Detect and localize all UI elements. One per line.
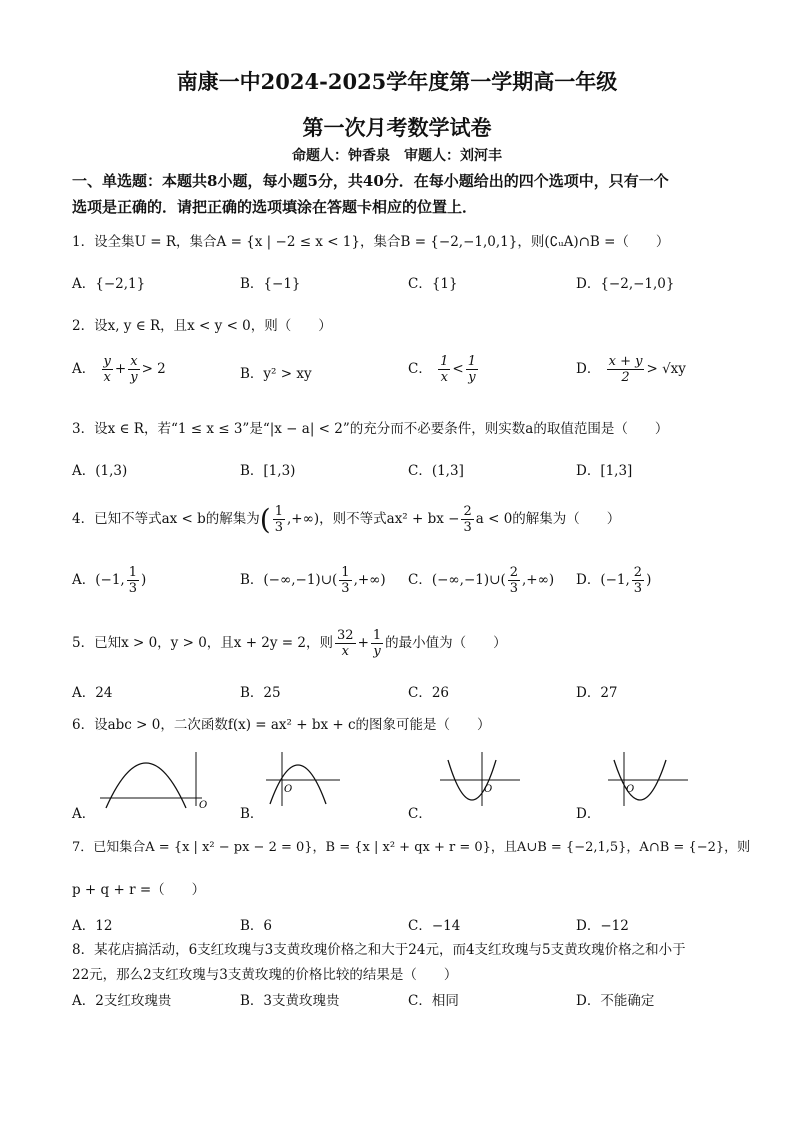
question-6-options [72, 748, 732, 820]
fraction-1-over-y [371, 628, 383, 659]
section-instructions-line1: 一、单选题：本题共8小题，每小题5分，共40分．在每小题给出的四个选项中，只有一个 [72, 172, 669, 190]
paren-left: ( [259, 503, 271, 536]
fraction-denominator: x [341, 644, 349, 659]
fraction-denominator: 2 [621, 370, 630, 385]
parabola-graph-d[interactable] [604, 748, 690, 810]
fraction-y-over-x [102, 354, 113, 385]
q5-stem-part-b: 的最小值为（ ） [385, 635, 507, 651]
question-3-stem: 3．设x ∈ R，若“1 ≤ x ≤ 3”是“|x − a| < 2”的充分而不必要条件，则实数a的取值范围是（ ） [72, 421, 669, 437]
q8-option-b[interactable]: B．3支黄玫瑰贵 [240, 993, 340, 1009]
fraction-denominator: y [468, 370, 476, 385]
less-than-sign: < [452, 361, 464, 377]
q3-option-c[interactable]: C．(1,3] [408, 463, 464, 479]
q4-option-b-label: B．(−∞,−1)∪ [240, 572, 333, 588]
q6-option-c[interactable]: C． [408, 806, 432, 822]
fraction-1-over-x [438, 354, 450, 385]
question-5-stem [72, 628, 742, 659]
q2-option-a[interactable] [72, 354, 166, 385]
inequality-text: > √xy [646, 361, 686, 377]
q8-option-d[interactable]: D．不能确定 [576, 993, 655, 1009]
section-instructions-line2: 选项是正确的．请把正确的选项填涂在答题卡相应的位置上． [72, 198, 478, 216]
fraction-denominator: y [130, 370, 138, 385]
parabola-graph-a[interactable] [96, 748, 206, 810]
q2-option-d-label: D． [576, 361, 601, 377]
fraction-1-over-y [466, 354, 478, 385]
q8-option-c[interactable]: C．相同 [408, 993, 459, 1009]
interval-start: (−1, [95, 572, 125, 588]
fraction-x-over-y [128, 354, 139, 385]
fraction-denominator: 3 [341, 581, 350, 596]
q6-option-d[interactable]: D． [576, 806, 601, 822]
fraction-numerator: 2 [633, 565, 643, 580]
q1-option-a[interactable]: A．{−2,1} [72, 276, 146, 292]
question-8-stem-line1: 8．某花店搞活动，6支红玫瑰与3支黄玫瑰价格之和大于24元，而4支红玫瑰与5支黄玫瑰价格之和小于 [72, 942, 686, 958]
q2-option-d[interactable] [576, 354, 686, 385]
fraction-numerator: 1 [274, 504, 284, 519]
q4-option-d[interactable] [576, 565, 651, 596]
fraction-2-over-3 [632, 565, 644, 596]
fraction-denominator: 3 [463, 520, 472, 535]
q4-option-c[interactable] [408, 565, 554, 596]
fraction-denominator: x [440, 370, 448, 385]
question-1-stem: 1．设全集U = R，集合A = {x | −2 ≤ x < 1}，集合B = {−2,−1,0,1}，则(∁ᵤA)∩B =（ ） [72, 234, 670, 250]
fraction-1-over-3 [339, 565, 351, 596]
fraction-2-over-3 [508, 565, 520, 596]
fraction-numerator: x + y [608, 354, 643, 369]
origin-label: O [199, 800, 208, 811]
q7-option-c[interactable]: C．−14 [408, 918, 461, 934]
q3-option-b[interactable]: B．[1,3) [240, 463, 296, 479]
q5-option-a[interactable]: A．24 [72, 685, 113, 701]
fraction-32-over-x [335, 628, 356, 659]
q2-option-a-label: A． [72, 361, 96, 377]
inequality-text: > 2 [141, 361, 166, 377]
q4-option-d-label: D． [576, 572, 601, 588]
origin-label: O [484, 784, 493, 795]
q3-option-d[interactable]: D．[1,3] [576, 463, 633, 479]
question-6-stem: 6．设abc > 0，二次函数f(x) = ax² + bx + c的图象可能是（ ） [72, 717, 491, 733]
q4-option-b[interactable] [240, 565, 386, 596]
fraction-1-over-3 [127, 565, 139, 596]
q4-option-a-label: A． [72, 572, 96, 588]
q8-option-a[interactable]: A．2支红玫瑰贵 [72, 993, 172, 1009]
fraction-numerator: x [130, 354, 138, 369]
q2-option-b[interactable]: B．y² > xy [240, 366, 312, 382]
q7-option-a[interactable]: A．12 [72, 918, 113, 934]
q4-option-a[interactable] [72, 565, 146, 596]
interval-end: ,+∞) [287, 511, 320, 527]
paren-right: ) [141, 572, 147, 588]
question-3-options [72, 459, 732, 489]
plus-sign: + [114, 361, 127, 377]
fraction-numerator: 32 [337, 628, 354, 643]
q3-option-a[interactable]: A．(1,3) [72, 463, 128, 479]
interval-end: ,+∞) [353, 572, 386, 588]
q1-option-d[interactable]: D．{−2,−1,0} [576, 276, 675, 292]
interval-start: (−1, [600, 572, 630, 588]
q5-stem-part-a: 5．已知x > 0，y > 0，且x + 2y = 2，则 [72, 635, 334, 651]
fraction-numerator: 1 [372, 628, 382, 643]
q1-option-c[interactable]: C．{1} [408, 276, 458, 292]
paren-left: ( [500, 572, 506, 588]
exam-subtitle: 第一次月考数学试卷 [302, 115, 492, 140]
q6-option-a[interactable]: A． [72, 806, 96, 822]
q7-option-d[interactable]: D．−12 [576, 918, 629, 934]
question-7-stem-line2: p + q + r =（ ） [72, 882, 206, 898]
q5-option-d[interactable]: D．27 [576, 685, 618, 701]
fraction-denominator: y [373, 644, 381, 659]
question-2-options [72, 354, 732, 394]
question-1-options [72, 272, 732, 302]
q4-stem-part-b: ，则不等式ax² + bx − [319, 511, 460, 527]
fraction-numerator: 2 [509, 565, 518, 580]
q1-option-b[interactable]: B．{−1} [240, 276, 301, 292]
exam-authors: 命题人：钟香泉 审题人：刘河丰 [292, 148, 502, 164]
interval-end: ,+∞) [522, 572, 555, 588]
question-5-options [72, 681, 732, 711]
paren-left: ( [332, 572, 338, 588]
origin-label: O [284, 784, 293, 795]
q4-stem-part-c: a < 0的解集为（ ） [475, 511, 621, 527]
q4-stem-part-a: 4．已知不等式ax < b的解集为 [72, 511, 260, 527]
q5-option-b[interactable]: B．25 [240, 685, 281, 701]
parabola-graph-b[interactable] [262, 748, 342, 810]
q7-option-b[interactable]: B．6 [240, 918, 273, 934]
parabola-curve [106, 763, 186, 808]
fraction-xy-sum-over-2 [607, 354, 645, 385]
fraction-1-over-3 [273, 504, 285, 535]
fraction-numerator: 1 [440, 354, 449, 369]
q4-option-c-label: C．(−∞,−1)∪ [408, 572, 501, 588]
paren-right: ) [646, 572, 652, 588]
parabola-graph-c[interactable] [436, 748, 522, 810]
fraction-denominator: x [103, 370, 111, 385]
fraction-2-over-3 [461, 504, 473, 535]
question-4-options [72, 565, 732, 605]
q2-option-c-label: C． [408, 361, 432, 377]
fraction-denominator: 3 [274, 520, 284, 535]
origin-label: O [626, 784, 635, 795]
question-8-options [72, 989, 732, 1019]
fraction-numerator: y [103, 354, 111, 369]
question-4-stem [72, 503, 742, 536]
exam-title: 南康一中2024-2025学年度第一学期高一年级 [176, 69, 618, 94]
q2-option-c[interactable] [408, 354, 480, 385]
question-2-stem: 2．设x, y ∈ R，且x < y < 0，则（ ） [72, 318, 332, 334]
question-7-stem: 7．已知集合A = {x | x² − px − 2 = 0}，B = {x | x² + qx + r = 0}，且A∪B = {−2,1,5}，A∩B = {−2}，则 [72, 840, 751, 855]
fraction-numerator: 1 [341, 565, 350, 580]
fraction-denominator: 3 [509, 581, 518, 596]
fraction-denominator: 3 [128, 581, 137, 596]
fraction-numerator: 1 [467, 354, 477, 369]
q6-option-b[interactable]: B． [240, 806, 264, 822]
q5-option-c[interactable]: C．26 [408, 685, 450, 701]
question-8-stem-line2: 22元，那么2支红玫瑰与3支黄玫瑰的价格比较的结果是（ ） [72, 967, 458, 983]
fraction-denominator: 3 [633, 581, 643, 596]
parabola-curve [270, 765, 326, 804]
fraction-numerator: 1 [128, 565, 137, 580]
plus-sign: + [357, 635, 369, 651]
fraction-numerator: 2 [463, 504, 472, 519]
